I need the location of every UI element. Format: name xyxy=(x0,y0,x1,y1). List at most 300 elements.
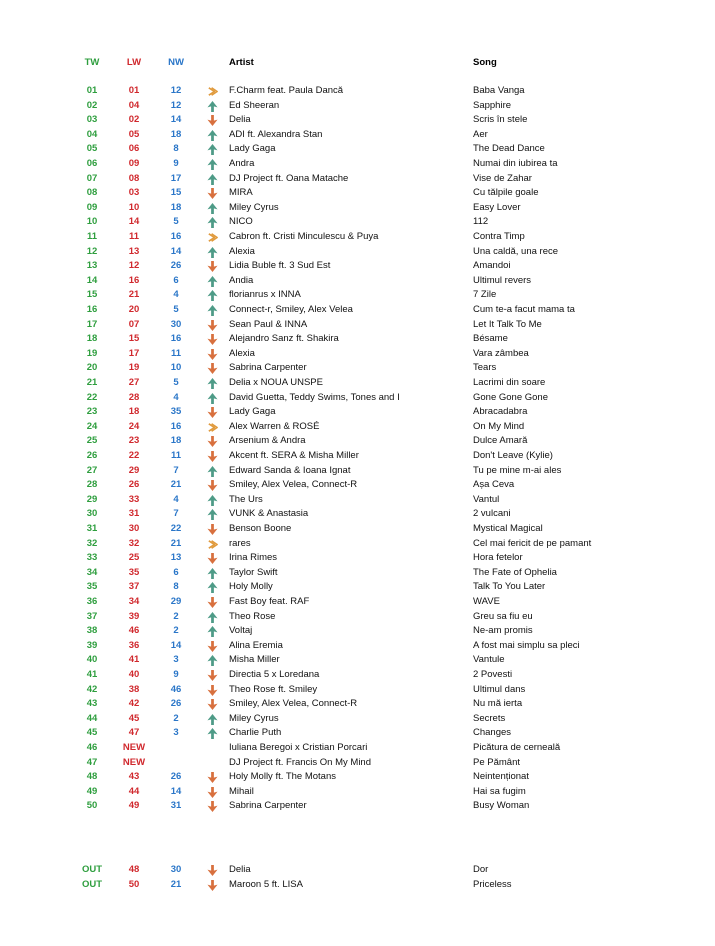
down-arrow-icon xyxy=(207,363,218,374)
movement-indicator xyxy=(204,799,220,814)
chart-row xyxy=(0,697,715,712)
down-arrow-icon xyxy=(207,524,218,535)
song-title: The Fate of Ophelia xyxy=(473,566,557,578)
nw-weeks: 14 xyxy=(170,639,182,651)
artist-name: Arsenium & Andra xyxy=(229,435,306,447)
down-arrow-icon xyxy=(207,553,218,564)
lw-position: 17 xyxy=(128,347,140,359)
nw-header: NW xyxy=(168,57,184,68)
lw-position: 48 xyxy=(128,864,140,875)
song-title: Abracadabra xyxy=(473,406,528,418)
chart-row xyxy=(0,128,715,143)
down-arrow-icon xyxy=(207,699,218,710)
song-title: Priceless xyxy=(473,878,512,890)
artist-name: Alina Eremia xyxy=(229,639,283,651)
chart-row xyxy=(0,770,715,785)
song-title: Vara zâmbea xyxy=(473,347,529,359)
down-arrow-icon xyxy=(207,865,218,876)
lw-position: 20 xyxy=(128,304,140,315)
artist-name: Iuliana Beregoi x Cristian Porcari xyxy=(229,742,368,753)
tw-position: 24 xyxy=(86,420,98,432)
song-title: Bésame xyxy=(473,333,508,345)
lw-position: 34 xyxy=(128,596,140,607)
artist-name: Benson Boone xyxy=(229,523,292,534)
nw-weeks: 4 xyxy=(173,289,179,301)
chart-row xyxy=(0,566,715,581)
tw-position: 35 xyxy=(86,581,98,593)
chart-row xyxy=(0,507,715,522)
song-title: Pe Pământ xyxy=(473,756,520,768)
artist-name: DJ Project ft. Oana Matache xyxy=(229,172,349,184)
tw-position: 42 xyxy=(86,683,98,695)
tw-position: 10 xyxy=(86,216,98,228)
tw-position: 23 xyxy=(86,406,98,418)
artist-name: Alejandro Sanz ft. Shakira xyxy=(229,333,339,345)
chart-row xyxy=(0,683,715,698)
artist-name: VUNK & Anastasia xyxy=(229,508,309,520)
nw-weeks: 16 xyxy=(170,231,182,242)
lw-position: 18 xyxy=(128,406,140,418)
movement-indicator xyxy=(204,756,220,771)
down-arrow-icon xyxy=(207,349,218,360)
artist-name: Directia 5 x Loredana xyxy=(229,669,320,680)
movement-indicator xyxy=(204,347,220,362)
artist-name: MIRA xyxy=(229,187,253,199)
lw-position: 37 xyxy=(128,581,140,593)
artist-name: Charlie Puth xyxy=(229,727,282,739)
nw-weeks: 13 xyxy=(170,552,182,564)
lw-position: 35 xyxy=(128,566,140,578)
tw-position: 02 xyxy=(86,99,98,111)
song-title: 112 xyxy=(473,216,489,228)
tw-position: 05 xyxy=(86,143,98,155)
tw-position: 16 xyxy=(86,304,98,315)
song-title: Hai sa fugim xyxy=(473,785,526,797)
chart-row xyxy=(0,522,715,537)
movement-indicator xyxy=(204,420,220,435)
movement-indicator xyxy=(204,464,220,479)
movement-indicator xyxy=(204,741,220,756)
nw-weeks: 26 xyxy=(170,698,182,710)
lw-position: 06 xyxy=(128,143,140,155)
tw-position: 45 xyxy=(86,727,98,739)
artist-name: Theo Rose ft. Smiley xyxy=(229,683,318,695)
tw-position: 20 xyxy=(86,362,98,374)
lw-position: 16 xyxy=(128,274,140,286)
nw-weeks: 18 xyxy=(170,435,182,447)
song-title: Hora fetelor xyxy=(473,552,523,564)
tw-position: 41 xyxy=(86,669,98,680)
artist-name: rares xyxy=(229,537,251,549)
chart-row xyxy=(0,537,715,552)
movement-indicator xyxy=(204,863,220,878)
tw-position: 31 xyxy=(86,523,98,534)
chart-row xyxy=(0,580,715,595)
song-title: Numai din iubirea ta xyxy=(473,158,558,169)
chart-row xyxy=(0,610,715,625)
tw-position: 40 xyxy=(86,654,98,666)
song-title: On My Mind xyxy=(473,420,525,432)
movement-indicator xyxy=(204,376,220,391)
lw-position: 08 xyxy=(128,172,140,184)
movement-indicator xyxy=(204,507,220,522)
artist-name: Smiley, Alex Velea, Connect-R xyxy=(229,479,358,491)
song-title: Ultimul dans xyxy=(473,683,526,695)
down-arrow-icon xyxy=(207,880,218,891)
artist-name: Maroon 5 ft. LISA xyxy=(229,878,303,890)
down-arrow-icon xyxy=(207,787,218,798)
tw-position: OUT xyxy=(81,864,103,875)
tw-position: 38 xyxy=(86,625,98,637)
artist-name: Mihail xyxy=(229,785,254,797)
movement-indicator xyxy=(204,770,220,785)
up-arrow-icon xyxy=(207,714,218,725)
song-title: Amandoi xyxy=(473,260,511,272)
movement-indicator xyxy=(204,201,220,216)
tw-position: 08 xyxy=(86,187,98,199)
chart-row xyxy=(0,84,715,99)
nw-weeks: 30 xyxy=(170,864,182,875)
up-arrow-icon xyxy=(207,144,218,155)
lw-position: 27 xyxy=(128,377,140,388)
chart-row xyxy=(0,376,715,391)
lw-position: 13 xyxy=(128,245,140,257)
lw-position: 38 xyxy=(128,683,140,695)
song-title: Cu tălpile goale xyxy=(473,187,539,199)
nw-weeks: 21 xyxy=(170,878,182,890)
chart-row xyxy=(0,653,715,668)
tw-position: 14 xyxy=(86,274,98,286)
lw-position: 01 xyxy=(128,85,140,96)
lw-position: 24 xyxy=(128,420,140,432)
lw-position: 28 xyxy=(128,391,140,403)
movement-indicator xyxy=(204,697,220,712)
nw-weeks: 11 xyxy=(170,347,182,359)
lw-position: 25 xyxy=(128,552,140,564)
nw-weeks: 26 xyxy=(170,260,182,272)
movement-indicator xyxy=(204,288,220,303)
artist-name: Delia xyxy=(229,114,251,126)
movement-indicator xyxy=(204,683,220,698)
nw-weeks: 6 xyxy=(173,274,179,286)
song-title: 7 Zile xyxy=(473,289,497,301)
tw-position: 26 xyxy=(86,450,98,461)
movement-indicator xyxy=(204,99,220,114)
chart-row xyxy=(0,420,715,435)
chart-row xyxy=(0,318,715,333)
tw-position: 22 xyxy=(86,391,98,403)
song-title: Busy Woman xyxy=(473,800,530,812)
song-title: WAVE xyxy=(473,596,500,607)
tw-position: 03 xyxy=(86,114,98,126)
down-arrow-icon xyxy=(207,320,218,331)
down-arrow-icon xyxy=(207,685,218,696)
song-title: Vise de Zahar xyxy=(473,172,532,184)
artist-name: ADI ft. Alexandra Stan xyxy=(229,128,323,140)
movement-indicator xyxy=(204,128,220,143)
up-arrow-icon xyxy=(207,568,218,579)
up-arrow-icon xyxy=(207,728,218,739)
artist-name: Edward Sanda & Ioana Ignat xyxy=(229,464,351,476)
chart-row xyxy=(0,230,715,245)
song-title: 2 vulcani xyxy=(473,508,511,520)
up-arrow-icon xyxy=(207,217,218,228)
tw-position: 37 xyxy=(86,610,98,622)
lw-position: 31 xyxy=(128,508,140,520)
song-title: The Dead Dance xyxy=(473,143,545,155)
chart-row xyxy=(0,347,715,362)
nw-weeks: 5 xyxy=(173,304,179,315)
nw-weeks: 4 xyxy=(173,391,179,403)
song-title: Una caldă, una rece xyxy=(473,245,559,257)
up-arrow-icon xyxy=(207,393,218,404)
up-arrow-icon xyxy=(207,509,218,520)
nw-weeks: 14 xyxy=(170,785,182,797)
movement-indicator xyxy=(204,566,220,581)
lw-position: 44 xyxy=(128,785,140,797)
lw-position: 32 xyxy=(128,537,140,549)
header-row xyxy=(0,56,715,70)
tw-position: 29 xyxy=(86,493,98,505)
nw-weeks: 8 xyxy=(173,581,179,593)
tw-position: 43 xyxy=(86,698,98,710)
movement-indicator xyxy=(204,172,220,187)
lw-position: 29 xyxy=(128,464,140,476)
lw-position: 15 xyxy=(128,333,140,345)
chart-row xyxy=(0,99,715,114)
lw-position: 47 xyxy=(128,727,140,739)
up-arrow-icon xyxy=(207,466,218,477)
artist-name: Voltaj xyxy=(229,625,253,637)
song-title: Don't Leave (Kylie) xyxy=(473,450,553,461)
chart-row xyxy=(0,157,715,172)
up-arrow-icon xyxy=(207,159,218,170)
nw-weeks: 22 xyxy=(170,523,182,534)
tw-position: 36 xyxy=(86,596,98,607)
artist-name: Alex Warren & ROSÉ xyxy=(229,420,320,432)
tw-position: 06 xyxy=(86,158,98,169)
lw-position: NEW xyxy=(122,742,146,753)
movement-indicator xyxy=(204,785,220,800)
song-title: Greu sa fiu eu xyxy=(473,610,533,622)
artist-name: Miley Cyrus xyxy=(229,201,279,213)
nw-weeks: 16 xyxy=(170,333,182,345)
nw-weeks: 7 xyxy=(173,508,179,520)
chart-row xyxy=(0,756,715,771)
tw-position: OUT xyxy=(81,878,103,890)
song-title: Așa Ceva xyxy=(473,479,515,491)
lw-position: 50 xyxy=(128,878,140,890)
artist-name: Connect-r, Smiley, Alex Velea xyxy=(229,304,353,315)
nw-weeks: 7 xyxy=(173,464,179,476)
chart-row xyxy=(0,245,715,260)
song-title: Dulce Amară xyxy=(473,435,528,447)
chart-row xyxy=(0,799,715,814)
artist-name: Smiley, Alex Velea, Connect-R xyxy=(229,698,358,710)
tw-position: 34 xyxy=(86,566,98,578)
song-title: Talk To You Later xyxy=(473,581,546,593)
nw-weeks: 26 xyxy=(170,771,182,783)
lw-position: 02 xyxy=(128,114,140,126)
chart-row xyxy=(0,741,715,756)
up-arrow-icon xyxy=(207,290,218,301)
movement-indicator xyxy=(204,113,220,128)
artist-name: Fast Boy feat. RAF xyxy=(229,596,310,607)
chart-row xyxy=(0,332,715,347)
lw-header: LW xyxy=(126,57,142,68)
song-header: Song xyxy=(473,57,497,68)
up-arrow-icon xyxy=(207,626,218,637)
artist-name: Misha Miller xyxy=(229,654,280,666)
out-row xyxy=(0,863,715,878)
lw-position: 14 xyxy=(128,216,140,228)
down-arrow-icon xyxy=(207,261,218,272)
song-title: Gone Gone Gone xyxy=(473,391,548,403)
song-title: Vantul xyxy=(473,493,500,505)
song-title: Let It Talk To Me xyxy=(473,318,542,330)
chart-row xyxy=(0,259,715,274)
lw-position: 05 xyxy=(128,128,140,140)
artist-name: Delia xyxy=(229,864,251,875)
tw-position: 15 xyxy=(86,289,98,301)
nw-weeks: 21 xyxy=(170,479,182,491)
up-arrow-icon xyxy=(207,612,218,623)
lw-position: 19 xyxy=(128,362,140,374)
tw-position: 28 xyxy=(86,479,98,491)
down-arrow-icon xyxy=(207,641,218,652)
lw-position: 03 xyxy=(128,187,140,199)
artist-name: Andra xyxy=(229,158,255,169)
chart-row xyxy=(0,464,715,479)
song-title: Sapphire xyxy=(473,99,512,111)
song-title: Baba Vanga xyxy=(473,85,525,96)
chart-row xyxy=(0,274,715,289)
song-title: Contra Timp xyxy=(473,231,525,242)
chart-row xyxy=(0,726,715,741)
lw-position: 40 xyxy=(128,669,140,680)
movement-indicator xyxy=(204,157,220,172)
song-title: Dor xyxy=(473,864,489,875)
nw-weeks: 18 xyxy=(170,201,182,213)
movement-indicator xyxy=(204,537,220,552)
nw-weeks: 31 xyxy=(170,800,182,812)
movement-indicator xyxy=(204,551,220,566)
movement-indicator xyxy=(204,230,220,245)
nw-weeks: 8 xyxy=(173,143,179,155)
artist-name: Alexia xyxy=(229,245,255,257)
tw-position: 18 xyxy=(86,333,98,345)
tw-position: 49 xyxy=(86,785,98,797)
artist-name: Delia x NOUA UNSPE xyxy=(229,377,323,388)
chart-row xyxy=(0,201,715,216)
song-title: Aer xyxy=(473,128,488,140)
song-title: Ultimul revers xyxy=(473,274,532,286)
tw-position: 48 xyxy=(86,771,98,783)
nw-weeks: 2 xyxy=(173,625,179,637)
lw-position: 09 xyxy=(128,158,140,169)
tw-position: 09 xyxy=(86,201,98,213)
up-arrow-icon xyxy=(207,378,218,389)
nw-weeks: 15 xyxy=(170,187,182,199)
chart-row xyxy=(0,288,715,303)
nw-weeks: 3 xyxy=(173,654,179,666)
lw-position: 23 xyxy=(128,435,140,447)
tw-position: 01 xyxy=(86,85,98,96)
tw-position: 27 xyxy=(86,464,98,476)
down-arrow-icon xyxy=(207,451,218,462)
nw-weeks: 5 xyxy=(173,377,179,388)
lw-position: 41 xyxy=(128,654,140,666)
lw-position: 07 xyxy=(128,318,140,330)
movement-indicator xyxy=(204,478,220,493)
chart-row xyxy=(0,668,715,683)
chart-row xyxy=(0,361,715,376)
song-title: Tears xyxy=(473,362,497,374)
movement-indicator xyxy=(204,712,220,727)
nw-weeks: 2 xyxy=(173,610,179,622)
nw-weeks: 3 xyxy=(173,727,179,739)
tw-position: 12 xyxy=(86,245,98,257)
movement-indicator xyxy=(204,493,220,508)
nw-weeks: 6 xyxy=(173,566,179,578)
movement-indicator xyxy=(204,624,220,639)
lw-position: 04 xyxy=(128,99,140,111)
song-title: Easy Lover xyxy=(473,201,521,213)
nw-weeks: 35 xyxy=(170,406,182,418)
up-arrow-icon xyxy=(207,101,218,112)
artist-name: Sabrina Carpenter xyxy=(229,800,307,812)
artist-name: Taylor Swift xyxy=(229,566,278,578)
tw-position: 32 xyxy=(86,537,98,549)
movement-indicator xyxy=(204,142,220,157)
tw-position: 33 xyxy=(86,552,98,564)
movement-indicator xyxy=(204,274,220,289)
down-arrow-icon xyxy=(207,334,218,345)
nw-weeks: 21 xyxy=(170,537,182,549)
movement-indicator xyxy=(204,245,220,260)
artist-name: Lidia Buble ft. 3 Sud Est xyxy=(229,260,331,272)
same-arrow-icon xyxy=(207,232,218,243)
movement-indicator xyxy=(204,391,220,406)
artist-name: Irina Rimes xyxy=(229,552,278,564)
chart-row xyxy=(0,142,715,157)
chart-row xyxy=(0,785,715,800)
song-title: Ne-am promis xyxy=(473,625,533,637)
song-title: Vantule xyxy=(473,654,505,666)
nw-weeks: 11 xyxy=(170,450,182,461)
song-title: Mystical Magical xyxy=(473,523,543,534)
tw-header: TW xyxy=(84,57,100,68)
artist-name: florianrus x INNA xyxy=(229,289,301,301)
artist-header: Artist xyxy=(229,57,254,68)
down-arrow-icon xyxy=(207,436,218,447)
artist-name: Lady Gaga xyxy=(229,406,276,418)
tw-position: 07 xyxy=(86,172,98,184)
artist-name: The Urs xyxy=(229,493,263,505)
tw-position: 46 xyxy=(86,742,98,753)
artist-name: Lady Gaga xyxy=(229,143,276,155)
lw-position: 26 xyxy=(128,479,140,491)
nw-weeks: 12 xyxy=(170,85,182,96)
song-title: Tu pe mine m-ai ales xyxy=(473,464,562,476)
nw-weeks: 9 xyxy=(173,158,179,169)
nw-weeks: 17 xyxy=(170,172,182,184)
lw-position: 22 xyxy=(128,450,140,461)
movement-indicator xyxy=(204,318,220,333)
artist-name: DJ Project ft. Francis On My Mind xyxy=(229,756,372,768)
movement-indicator xyxy=(204,449,220,464)
lw-position: 45 xyxy=(128,712,140,724)
